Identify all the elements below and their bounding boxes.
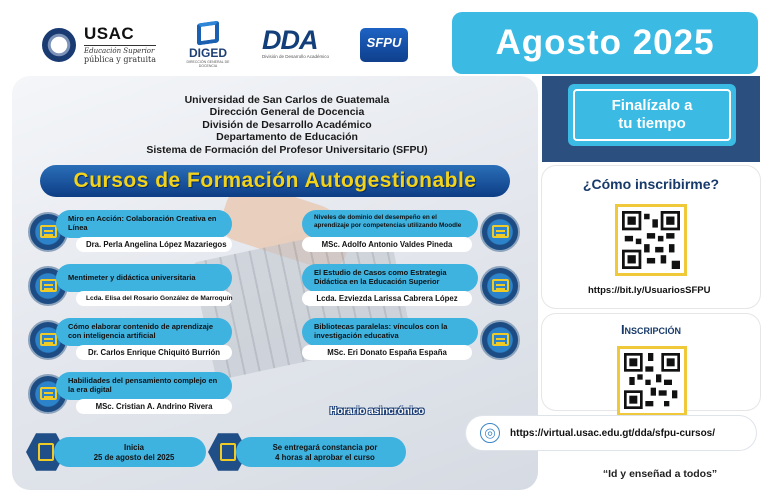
course-card bbox=[12, 318, 532, 362]
globe-icon: ◎ bbox=[480, 423, 500, 443]
headline-banner bbox=[40, 165, 510, 197]
diged-logo: DIGED DIRECCIÓN GENERAL DE DOCENCIA bbox=[182, 22, 234, 68]
course-presenter: Lcda. Elisa del Rosario González de Marroquín bbox=[76, 291, 232, 306]
document-icon bbox=[480, 212, 520, 252]
course-title: Mentimeter y didáctica universitaria bbox=[56, 264, 232, 292]
course-presenter: MSc. Cristian A. Andrino Rivera bbox=[76, 399, 232, 414]
course-card bbox=[12, 210, 532, 254]
university-seal-icon bbox=[42, 28, 76, 62]
logo-bar bbox=[0, 0, 450, 72]
dda-logo: DDA División de Desarrollo Académico bbox=[262, 25, 330, 59]
course-title: Bibliotecas paralelas: vínculos con la investigación educativa bbox=[302, 318, 478, 346]
month-banner: Agosto 2025 bbox=[452, 12, 758, 74]
register-qr bbox=[622, 211, 680, 269]
qr-code-icon[interactable] bbox=[617, 346, 687, 416]
inscription-title: Inscripción bbox=[620, 322, 682, 337]
course-presenter: Dra. Perla Angelina López Mazariegos bbox=[76, 237, 232, 252]
start-info: Inicia 25 de agosto del 2025 bbox=[26, 432, 206, 472]
qr-code-icon[interactable] bbox=[615, 204, 687, 276]
schedule-label: Horario asincrónico bbox=[329, 406, 425, 417]
finish-badge: Finalízalo a tu tiempo bbox=[568, 84, 736, 146]
course-presenter: MSc. Adolfo Antonio Valdes Pineda bbox=[302, 237, 472, 252]
institution-block: Universidad de San Carlos de Guatemala Dirección General de Docencia División de Desarrollo Académico Departamento de Educación Sistema de Formación del Profesor Universitario (SFPU) bbox=[146, 94, 428, 156]
course-title: Cómo elaborar contenido de aprendizaje con inteligencia artificial bbox=[56, 318, 232, 346]
course-presenter: Lcda. Ezviezda Larissa Cabrera López bbox=[302, 291, 472, 306]
sfpu-logo: SFPU bbox=[360, 28, 408, 62]
course-title: Habilidades del pensamiento complejo en la era digital bbox=[56, 372, 232, 400]
document-icon bbox=[480, 266, 520, 306]
motto: “Id y enseñad a todos” bbox=[602, 468, 718, 480]
document-icon bbox=[480, 320, 520, 360]
register-link[interactable]: https://bit.ly/UsuariosSFPU bbox=[588, 285, 711, 296]
course-presenter: Dr. Carlos Enrique Chiquitó Burrión bbox=[76, 345, 232, 360]
usac-logo: USAC Educación Superior pública y gratuita bbox=[84, 24, 156, 64]
how-to-register-title: ¿Cómo inscribirme? bbox=[582, 176, 720, 192]
course-title: El Estudio de Casos como Estrategia Didáctica en la Educación Superior bbox=[302, 264, 478, 292]
course-title: Miro en Acción: Colaboración Creativa en Línea bbox=[56, 210, 232, 238]
main-panel bbox=[12, 76, 538, 490]
certificate-info: Se entregará constancia por 4 horas al aprobar el curso bbox=[208, 432, 408, 472]
course-card bbox=[12, 264, 532, 308]
course-card bbox=[12, 372, 262, 416]
inscription-link[interactable]: https://virtual.usac.edu.gt/dda/sfpu-cursos/ bbox=[510, 428, 716, 439]
inscription-qr bbox=[624, 353, 680, 409]
course-title: Niveles de dominio del desempeño en el aprendizaje por competencias utilizando Moodle bbox=[302, 210, 478, 238]
headline-text: Cursos de Formación Autogestionable bbox=[73, 169, 477, 192]
book-icon bbox=[197, 20, 219, 45]
course-presenter: MSc. Eri Donato España España bbox=[302, 345, 472, 360]
